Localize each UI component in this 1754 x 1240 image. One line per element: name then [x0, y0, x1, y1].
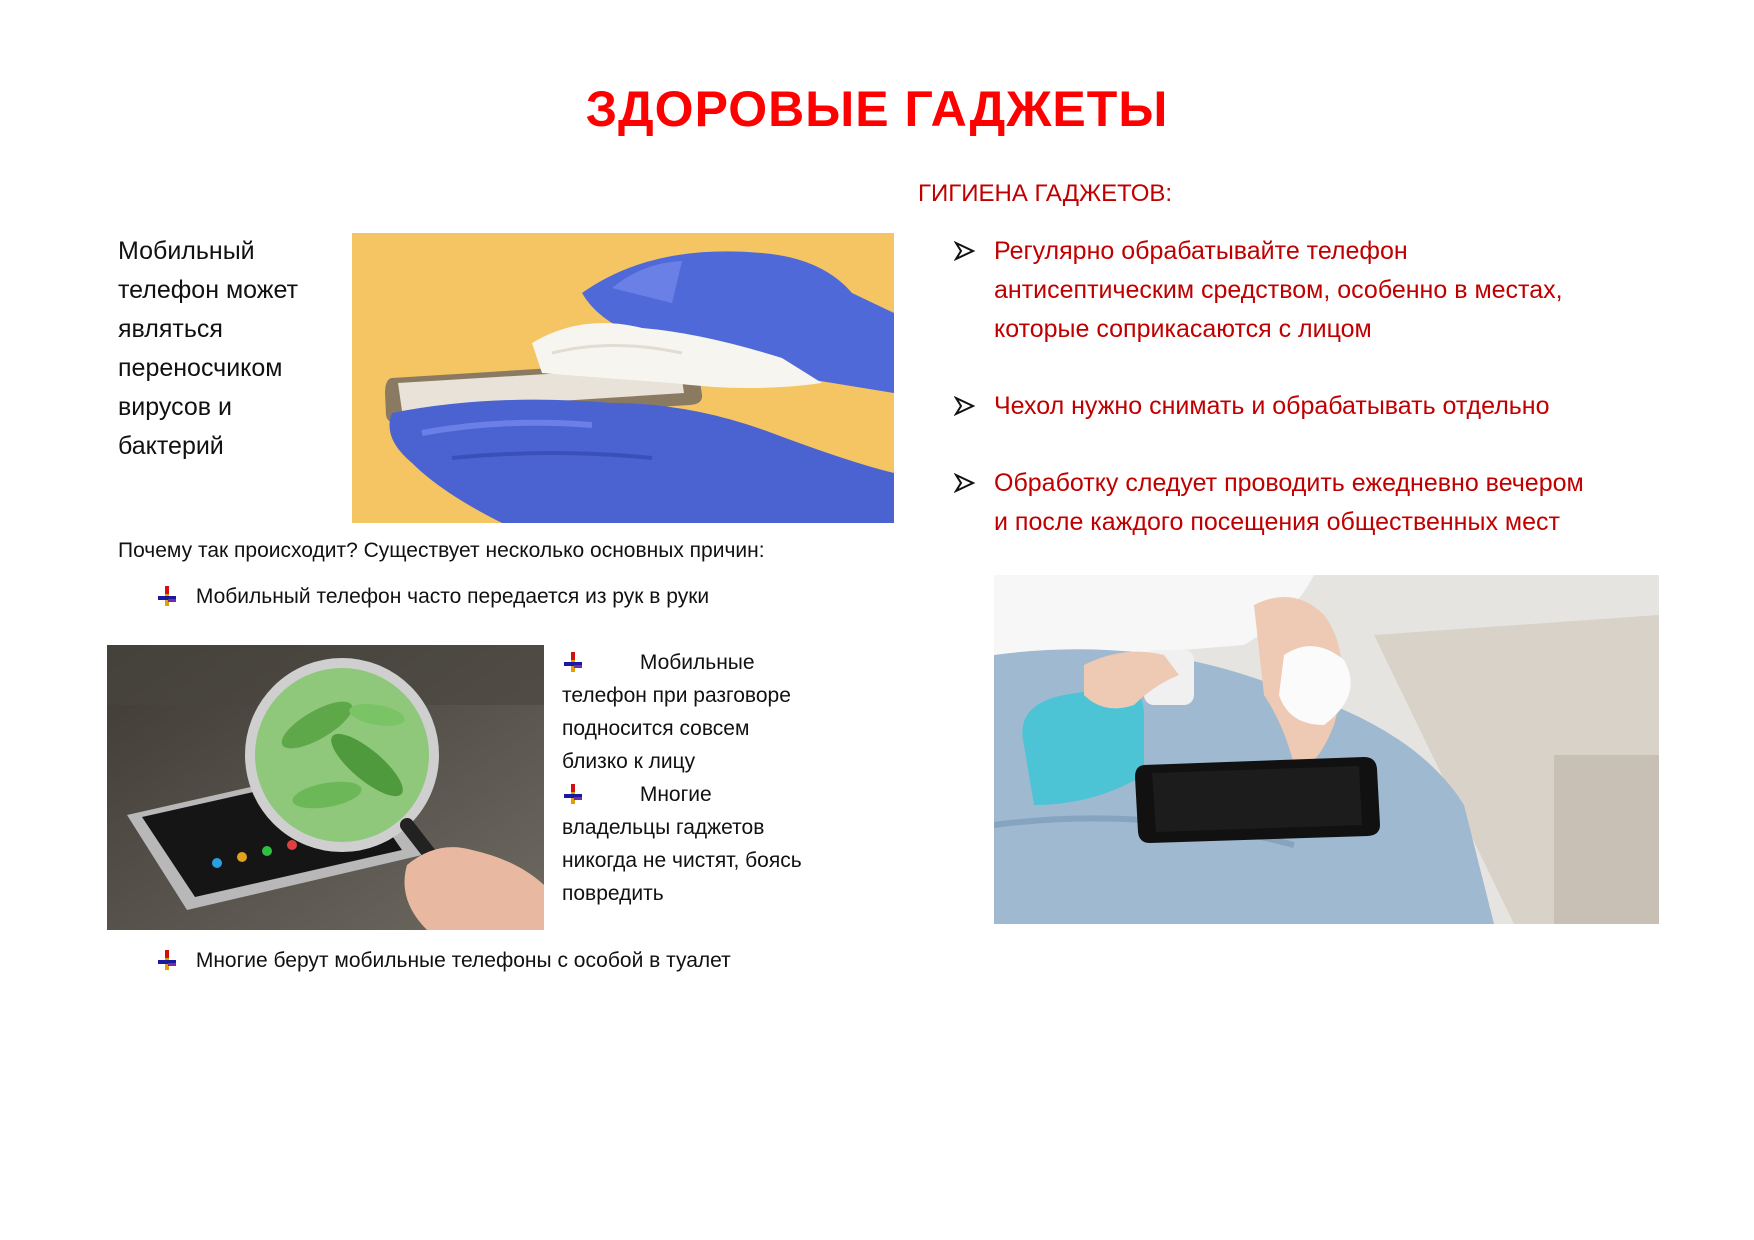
photo-spraying-phone: [994, 575, 1659, 924]
intro-line: переносчиком: [118, 354, 283, 382]
reason-text: Многие берут мобильные телефоны с особой в туалет: [195, 949, 731, 972]
question-text: Почему так происходит? Существует несколько основных причин:: [118, 539, 765, 562]
photo-magnifier-bacteria: [107, 645, 544, 930]
reason-text: Мобильные: [639, 651, 755, 674]
reason-text: Многие: [639, 783, 712, 806]
arrow-bullet-icon: [954, 240, 976, 262]
reason-text: Мобильный телефон часто передается из рук в руки: [195, 585, 710, 608]
tip-item: [954, 232, 1674, 349]
intro-line: вирусов и: [118, 393, 232, 421]
intro-line: бактерий: [118, 432, 224, 460]
plus-minus-bullet-icon: [562, 651, 584, 673]
reason-line: повредить: [562, 882, 664, 905]
reason-line: владельцы гаджетов: [562, 816, 765, 839]
reasons-side-text: [562, 646, 852, 910]
page-title: ЗДОРОВЫЕ ГАДЖЕТЫ: [585, 81, 1169, 137]
intro-line: являться: [118, 315, 223, 343]
tip-item: [954, 387, 1674, 426]
intro-line: Мобильный: [118, 237, 255, 265]
intro-line: телефон может: [118, 276, 299, 304]
tip-line: и после каждого посещения общественных мест: [994, 508, 1560, 536]
tip-item: [954, 464, 1674, 542]
tip-line: Чехол нужно снимать и обрабатывать отдельно: [994, 392, 1550, 420]
plus-minus-bullet-icon: [156, 949, 178, 971]
plus-minus-bullet-icon: [562, 783, 584, 805]
arrow-bullet-icon: [954, 395, 976, 417]
hygiene-heading: ГИГИЕНА ГАДЖЕТОВ:: [918, 180, 1173, 207]
reason-line: никогда не чистят, боясь: [562, 849, 802, 872]
list-item: [156, 580, 836, 613]
list-item: [156, 944, 876, 977]
list-item: [562, 646, 852, 679]
tip-line: антисептическим средством, особенно в местах,: [994, 276, 1563, 304]
reason-line: подносится совсем: [562, 717, 750, 740]
reason-line: близко к лицу: [562, 750, 696, 773]
tip-line: Регулярно обрабатывайте телефон: [994, 237, 1408, 265]
tip-line: Обработку следует проводить ежедневно вечером: [994, 469, 1584, 497]
plus-minus-bullet-icon: [156, 585, 178, 607]
tips-list: [954, 232, 1674, 542]
reason-line: телефон при разговоре: [562, 684, 791, 707]
photo-gloves-wiping-phone: [352, 233, 894, 523]
intro-text: [118, 232, 338, 466]
list-item: [562, 778, 852, 811]
arrow-bullet-icon: [954, 472, 976, 494]
tip-line: которые соприкасаются с лицом: [994, 315, 1372, 343]
